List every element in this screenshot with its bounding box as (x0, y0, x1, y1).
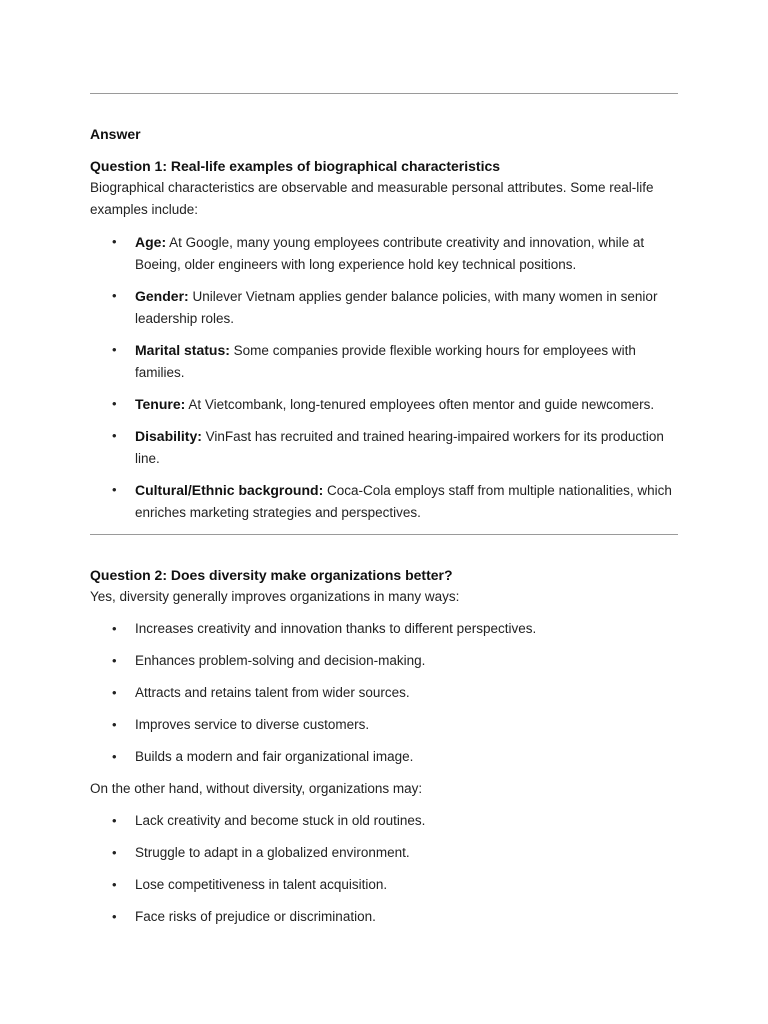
item-text: Enhances problem-solving and decision-making. (135, 653, 426, 668)
risk-2 (90, 874, 678, 896)
item-text: Lose competitiveness in talent acquisition. (135, 877, 388, 892)
item-text: Increases creativity and innovation thanks to different perspectives. (135, 621, 537, 636)
list-item (90, 842, 678, 864)
item-term: Disability: (135, 428, 202, 444)
list-item (90, 906, 678, 928)
question-1-intro: Biographical characteristics are observable and measurable personal attributes. Some real-life examples include: (90, 180, 654, 217)
list-item (90, 285, 678, 330)
item-text: Builds a modern and fair organizational image. (135, 749, 414, 764)
bullet-icon: • (112, 428, 117, 443)
risk-1 (90, 842, 678, 864)
list-item (90, 650, 678, 672)
list-item (90, 746, 678, 768)
bullet-icon: • (112, 396, 117, 411)
item-text: Struggle to adapt in a globalized environment. (135, 845, 410, 860)
bullet-icon: • (112, 621, 117, 636)
q1-item-5 (90, 479, 678, 524)
item-text: Lack creativity and become stuck in old routines. (135, 813, 426, 828)
bullet-icon: • (112, 909, 117, 924)
list-item (90, 479, 678, 524)
bullet-icon: • (112, 234, 117, 249)
item-term: Cultural/Ethnic background: (135, 482, 324, 498)
list-item (90, 874, 678, 896)
benefit-1 (90, 650, 678, 672)
list-item (90, 339, 678, 384)
item-term: Gender: (135, 288, 189, 304)
item-text: At Vietcombank, long-tenured employees often mentor and guide newcomers. (185, 397, 655, 412)
item-text: VinFast has recruited and trained hearing-impaired workers for its production line. (135, 429, 664, 466)
item-text: Coca-Cola employs staff from multiple nationalities, which enriches marketing strategies and perspectives. (135, 483, 672, 520)
item-text: At Google, many young employees contribute creativity and innovation, while at Boeing, older engineers with long experience hold key technical positions. (135, 235, 645, 272)
bullet-icon: • (112, 717, 117, 732)
question-1-heading: Question 1: Real-life examples of biographical characteristics (90, 158, 501, 174)
q1-item-1 (90, 285, 678, 330)
bullet-icon: • (112, 845, 117, 860)
item-text: Improves service to diverse customers. (135, 717, 370, 732)
bullet-icon: • (112, 482, 117, 497)
answer-label-block (90, 123, 678, 145)
benefit-0 (90, 618, 678, 640)
benefit-4 (90, 746, 678, 768)
contrast-paragraph: On the other hand, without diversity, organizations may: (90, 781, 423, 796)
bullet-icon: • (112, 685, 117, 700)
list-item (90, 682, 678, 704)
item-term: Age: (135, 234, 167, 250)
q1-item-2 (90, 339, 678, 384)
item-text: Some companies provide flexible working hours for employees with families. (135, 343, 636, 380)
benefit-3 (90, 714, 678, 736)
list-item (90, 393, 678, 416)
benefit-2 (90, 682, 678, 704)
item-text: Unilever Vietnam applies gender balance policies, with many women in senior leadership roles. (135, 289, 658, 326)
contrast-block (90, 778, 678, 800)
item-term: Tenure: (135, 396, 186, 412)
q1-item-3 (90, 393, 678, 416)
section-divider (90, 534, 678, 535)
item-text: Face risks of prejudice or discrimination. (135, 909, 376, 924)
bullet-icon: • (112, 813, 117, 828)
item-term: Marital status: (135, 342, 230, 358)
question-1-section (90, 155, 678, 221)
list-item (90, 425, 678, 470)
q1-item-0 (90, 231, 678, 276)
item-text: Attracts and retains talent from wider sources. (135, 685, 410, 700)
bullet-icon: • (112, 653, 117, 668)
bullet-icon: • (112, 288, 117, 303)
answer-label: Answer (90, 126, 141, 142)
question-2-section (90, 564, 678, 608)
list-item (90, 714, 678, 736)
risk-3 (90, 906, 678, 928)
top-divider (90, 93, 678, 94)
question-2-intro: Yes, diversity generally improves organizations in many ways: (90, 589, 460, 604)
question-2-heading: Question 2: Does diversity make organizations better? (90, 567, 453, 583)
q1-item-4 (90, 425, 678, 470)
list-item (90, 618, 678, 640)
risk-0 (90, 810, 678, 832)
bullet-icon: • (112, 749, 117, 764)
list-item (90, 231, 678, 276)
list-item (90, 810, 678, 832)
bullet-icon: • (112, 877, 117, 892)
bullet-icon: • (112, 342, 117, 357)
